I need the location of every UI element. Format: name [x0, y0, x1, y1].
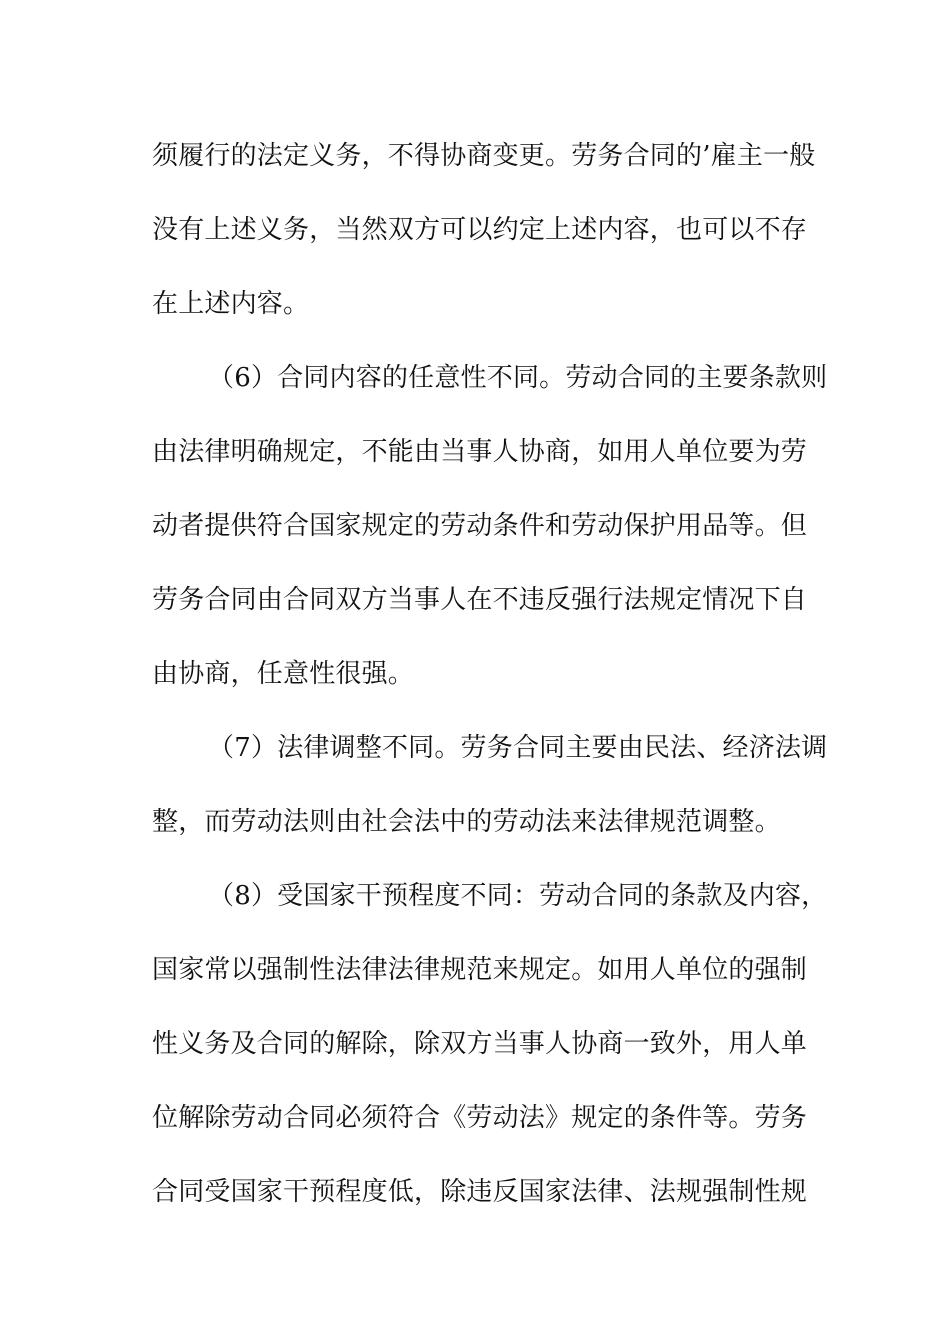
text-line: 在上述内容。: [152, 289, 310, 319]
paragraph-start-line: （8）受国家干预程度不同：劳动合同的条款及内容，: [208, 881, 828, 911]
paragraph-start-line: （7）法律调整不同。劳务合同主要由民法、经济法调: [208, 733, 828, 763]
text-line: 劳务合同由合同双方当事人在不违反强行法规定情况下自: [152, 585, 808, 615]
text-line: 整，而劳动法则由社会法中的劳动法来法律规范调整。: [152, 807, 781, 837]
text-line: 没有上述义务，当然双方可以约定上述内容，也可以不存: [152, 215, 808, 245]
text-line: 须履行的法定义务，不得协商变更。劳务合同的’雇主一般: [152, 141, 816, 171]
text-line: 由法律明确规定，不能由当事人协商，如用人单位要为劳: [152, 437, 808, 467]
text-line: 由协商，任意性很强。: [152, 659, 415, 689]
paragraph-start-line: （6）合同内容的任意性不同。劳动合同的主要条款则: [208, 363, 828, 393]
text-line: 动者提供符合国家规定的劳动条件和劳动保护用品等。但: [152, 511, 808, 541]
text-line: 性义务及合同的解除，除双方当事人协商一致外，用人单: [152, 1029, 808, 1059]
text-line: 位解除劳动合同必须符合《劳动法》规定的条件等。劳务: [152, 1103, 808, 1133]
text-line: 国家常以强制性法律法律规范来规定。如用人单位的强制: [152, 955, 808, 985]
text-line: 合同受国家干预程度低，除违反国家法律、法规强制性规: [152, 1177, 808, 1207]
